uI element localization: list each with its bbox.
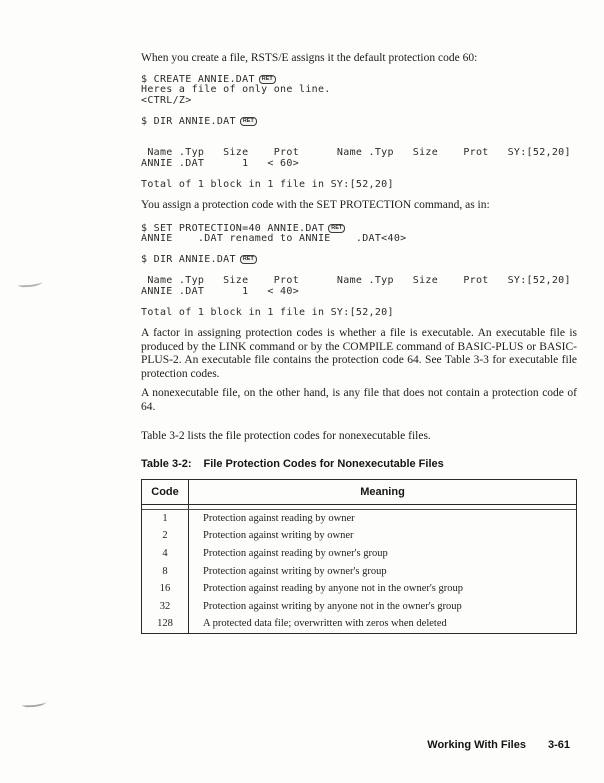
intro-paragraph: When you create a file, RSTS/E assigns it the default protection code 60:: [141, 52, 478, 64]
meaning-cell: Protection against writing by owner's group: [203, 565, 387, 577]
directory-listing-header: Name .Typ Size Prot Name .Typ Size Prot SY:[52,20]: [141, 275, 571, 286]
meaning-cell: A protected data file; overwritten with zeros when deleted: [203, 618, 447, 630]
terminal-session-set-protection: [141, 224, 577, 319]
margin-pencil-mark: [22, 699, 46, 708]
dir-command: $ DIR ANNIE.DAT: [141, 115, 236, 127]
return-key-icon: RET: [240, 117, 257, 126]
terminal-blank-line: [141, 169, 577, 180]
set-protection-paragraph: You assign a protection code with the SET PROTECTION command, as in:: [141, 199, 490, 211]
nonexecutable-files-paragraph: A nonexecutable file, on the other hand, is any file that does not contain a protection code of 64.: [141, 387, 577, 413]
meaning-cell: Protection against reading by owner's group: [203, 547, 388, 559]
terminal-output-line: Heres a file of only one line.: [141, 84, 331, 95]
meaning-cell: Protection against reading by anyone not in the owner's group: [203, 583, 463, 595]
code-cell: 32: [142, 597, 189, 615]
margin-pencil-mark: [18, 279, 42, 288]
code-cell: 4: [142, 545, 189, 563]
terminal-command-line: [141, 255, 577, 266]
directory-listing-row: ANNIE .DAT 1 < 60>: [141, 157, 300, 169]
table-caption-label: Table 3-2:: [141, 457, 192, 470]
table-row: [142, 580, 576, 598]
column-header-code: Code: [142, 480, 189, 504]
directory-total-line: Total of 1 block in 1 file in SY:[52,20]: [141, 306, 394, 318]
terminal-output-line: ANNIE .DAT renamed to ANNIE .DAT<40>: [141, 233, 407, 244]
table-row: [142, 562, 576, 580]
table-caption-title: File Protection Codes for Nonexecutable Files: [203, 457, 444, 470]
meaning-cell: Protection against writing by owner: [203, 530, 354, 542]
meaning-cell: Protection against writing by anyone not in the owner's group: [203, 600, 462, 612]
footer-page-number: 3-61: [547, 739, 570, 751]
return-key-icon: RET: [328, 224, 345, 233]
create-command: $ CREATE ANNIE.DAT: [141, 73, 255, 85]
table-row: [142, 527, 576, 545]
dir-command: $ DIR ANNIE.DAT: [141, 254, 236, 265]
code-cell: 1: [142, 510, 189, 528]
terminal-command-line: [141, 117, 577, 128]
table-row: [142, 510, 576, 528]
directory-listing-header: Name .Typ Size Prot Name .Typ Size Prot SY:[52,20]: [141, 147, 571, 158]
protection-codes-table: [141, 479, 577, 634]
terminal-session-create: [141, 75, 577, 191]
table-reference-paragraph: Table 3-2 lists the file protection codes for nonexecutable files.: [141, 430, 431, 442]
code-cell: 2: [142, 527, 189, 545]
code-cell: 8: [142, 562, 189, 580]
terminal-blank-line: [141, 297, 577, 308]
directory-listing-row: ANNIE .DAT 1 < 40>: [141, 285, 300, 297]
code-cell: 128: [142, 615, 189, 633]
terminal-blank-line: [141, 127, 577, 138]
terminal-output-line: <CTRL/Z>: [141, 94, 192, 106]
meaning-cell: Protection against reading by owner: [203, 512, 355, 524]
executable-files-paragraph: A factor in assigning protection codes is whether a file is executable. An executable file is produced by the LINK command or by the COMPILE command of BASIC-PLUS or BASIC-PLUS-2. An executable file contains the protection code 64. See Table 3-3 for executable file protection codes.: [141, 327, 577, 380]
return-key-icon: RET: [240, 255, 257, 264]
table-caption: [141, 458, 577, 470]
text-column: [141, 52, 577, 634]
table-row: [142, 597, 576, 615]
footer-section-title: Working With Files: [427, 739, 526, 751]
directory-total-line: Total of 1 block in 1 file in SY:[52,20]: [141, 178, 394, 190]
return-key-icon: RET: [259, 75, 276, 84]
table-header-row: [142, 480, 576, 504]
table-row: [142, 545, 576, 563]
set-protection-command: $ SET PROTECTION=40 ANNIE.DAT: [141, 222, 325, 234]
column-header-meaning: Meaning: [360, 485, 405, 498]
page-footer: [427, 739, 570, 751]
code-cell: 16: [142, 580, 189, 598]
table-row: [142, 615, 576, 633]
